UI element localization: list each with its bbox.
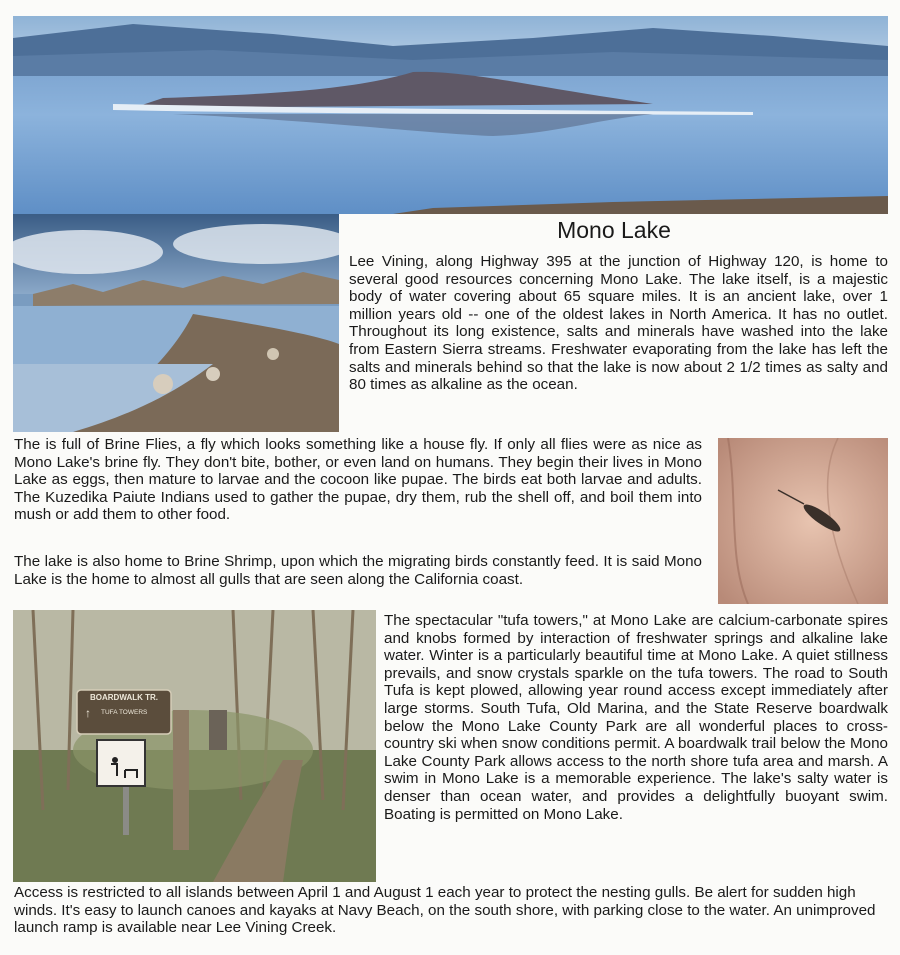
brine-shrimp-text: The lake is also home to Brine Shrimp, upon which the migrating birds constantly feed. It is said Mono Lake is the home to almost all gulls that are seen along the California coast. [14,553,702,588]
brine-flies-paragraph [14,436,702,524]
brine-flies-text: The is full of Brine Flies, a fly which looks something like a house fly. If only all flies were as nice as Mono Lake's brine fly. They don't bite, bother, or even land on humans. They begin their lives in Mono Lake as eggs, then mature to larvae and the cocoon like pupae. The birds eat both larvae and adults. The Kuzedika Paiute Indians used to gather the pupae, dry them, rub the shell off, and boil them into mush or add them to other food. [14,436,702,524]
tufa-text: The spectacular "tufa towers," at Mono Lake are calcium-carbonate spires and knobs formed by interaction of freshwater springs and alkaline lake water. Winter is a particularly beautiful time at Mono Lake. A quiet stillness prevails, and snow crystals sparkle on the tufa towers. The road to South Tufa is kept plowed, allowing year round access except immediately after large storms. South Tufa, Old Marina, and the State Reserve boardwalk below the Mono Lake County Park are all wonderful places to cross-country ski when snow conditions permit. A boardwalk trail below the Mono Lake County Park allows access to the north shore tufa area and marsh. A swim in Mono Lake is a memorable experience. The lake's salty water is denser than ocean water, and provides a delightfully buoyant swim. Boating is permitted on Mono Lake. [384,612,888,823]
tufa-shore-photo [13,214,339,432]
brine-fly-photo [718,438,888,604]
access-text: Access is restricted to all islands between April 1 and August 1 each year to protect the nesting gulls. Be alert for sudden high winds. It's easy to launch canoes and kayaks at Navy Beach, on the south shore, with parking close to the water. An unimproved launch ramp is available near Lee Vining Creek. [14,884,876,937]
trail-sign-sublabel: TUFA TOWERS [101,709,148,716]
trail-sign-label: BOARDWALK TR. [90,693,158,702]
boardwalk-trail-photo [13,610,376,882]
tufa-paragraph [384,612,888,823]
page-title: Mono Lake [557,217,671,243]
brine-shrimp-paragraph [14,553,702,588]
intro-paragraph [349,253,888,394]
intro-text: Lee Vining, along Highway 395 at the junction of Highway 120, is home to several good resources concerning Mono Lake. The lake itself, is a majestic body of water covering about 65 square miles. It is an ancient lake, over 1 million years old -- one of the oldest lakes in North America. It has no outlet. Throughout its long existence, salts and minerals have washed into the lake from Eastern Sierra streams. Freshwater evaporating from the lake has left the salts and minerals behind so that the lake is now about 2 1/2 times as salty and 80 times as alkaline as the ocean. [349,253,888,394]
access-paragraph [14,884,888,937]
up-arrow-icon: ↑ [85,706,91,720]
lake-panorama-photo [13,16,888,214]
